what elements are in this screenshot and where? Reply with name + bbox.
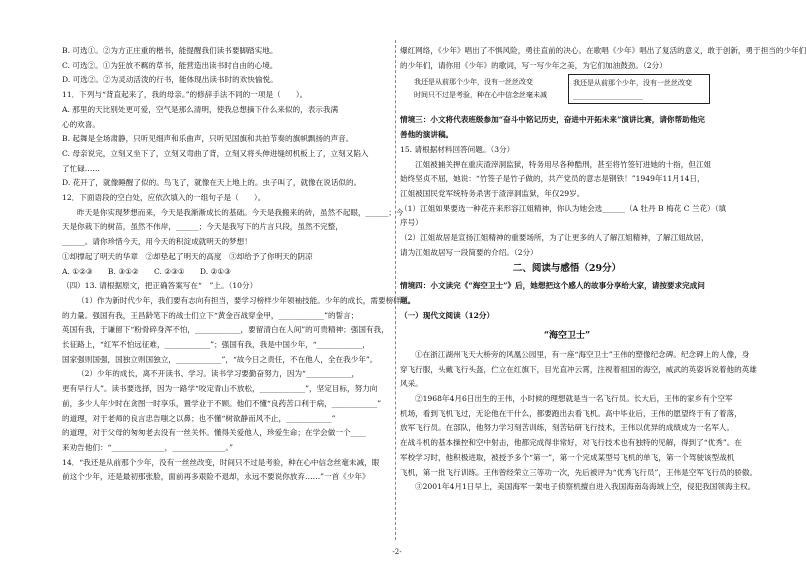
- text-line: D. 花开了，就像睡醒了似的。鸟飞了，就像在天上地上的。虫子叫了，就像在说话似的。: [62, 178, 362, 188]
- text-line: 天是你栽下的树苗，虽然不伟岸，______；今天是我写下的片言只段，虽然不完整，: [62, 222, 343, 232]
- lyric-line: 时间只不过是考验，种在心中信念丝毫未减: [414, 91, 547, 100]
- text-line: 的道理，对于老师的良言忠告嗤之以鼻；也不懂“树欲静而风不止，____________”: [62, 413, 336, 423]
- text-line: 江姐被国民党军统特务杀害于渣滓洞监狱，年仅29岁。: [400, 188, 585, 198]
- text-line: A. 那里的天比别处更可爱，空气是那么清明，使我总想摘下什么来似的，表示我满: [62, 104, 339, 114]
- text-line: C. 可选②。①为狂放不羁的草书，能营造出读书时自由的心境。: [62, 60, 278, 70]
- page-number: -2-: [392, 548, 402, 556]
- text-line: （1）作为新时代少年，我们要有志向有担当，要学习榜样少年领袖技能。少年的成长，需要榜样: [77, 295, 401, 305]
- text-line: 的少年们，请你用《少年》的歌词，写一写少年之美，为它们加油鼓劲。（2分）: [400, 60, 667, 70]
- text-line: （2）江姐故居是宣扬江姐精神的重要场所，为了让更多的人了解江姐精神，了解江姐故居，: [400, 233, 709, 243]
- subsection-title: （一）现代文阅读（12分）: [400, 310, 495, 320]
- question-13: （四）13. 请根据原文，把正确答案写在“ ”上。（10分）: [62, 281, 258, 291]
- scenario-four-heading: 情境四：小文读完《“海空卫士”》后，她想把这个感人的故事分享给大家，请按要求完成问: [400, 281, 705, 291]
- text-line: （2）少年的成长，离不开读书、学习。读书学习要勤奋努力，因为“____________，: [77, 369, 360, 379]
- text-line: 的力量。强国有我，王昌龄笔下的战士们立下“黄金百战穿金甲，____________”的誓言；: [62, 310, 359, 320]
- example-lyrics-box: [410, 74, 560, 104]
- text-line: 序号）: [400, 218, 423, 228]
- text-line: ①却撑起了明天的华章 ②却垫起了明天的高度 ③却给予了你明天的阴凉: [62, 251, 313, 261]
- text-line: 题。: [400, 295, 416, 305]
- article-line: ②1968年4月6日出生的王伟，小时候的理想就是当一名飞行员。长大后，王伟的家乡有个空军: [415, 394, 733, 404]
- article-line: ③2001年4月1日早上，美国海军一架电子侦察机擅自进入我国海南岛海域上空，侵犯我国领海主权。: [415, 482, 756, 492]
- column-divider: [395, 40, 396, 540]
- text-line: 了忙碌……: [62, 163, 100, 173]
- lyric-line: 我还是从前那个少年，没有一丝丝改变: [414, 78, 533, 87]
- text-line: 始终坚贞不屈，她说：“竹签子是竹子做的，共产党员的意志是钢铁！”1949年11月14日，: [400, 174, 705, 184]
- text-line: 请为江姐故居写一段简要的介绍。（2分）: [400, 247, 538, 257]
- right-column: [400, 44, 806, 495]
- text-line: B. 可选①。②为方正庄重的楷书，能提醒我们读书要脚踏实地。: [62, 46, 278, 55]
- article-title: “海空卫士”: [543, 331, 591, 342]
- text-line: 长征路上，“红军不怕远征难，____________”；强国有我，我是中国少年，“____________，: [62, 340, 370, 350]
- text-line: 善他的演讲稿。: [400, 130, 454, 140]
- article-line: 机场，看到飞机飞过，无论他在干什么，都要跑出去看飞机。高中毕业后，王伟的愿望终于有了着落，: [400, 408, 742, 418]
- text-line: 英国有我，于谦留下“粉骨碎身浑不怕，____________，要留清白在人间”的可贵精神；强国有我，: [62, 325, 389, 335]
- text-line: 昨天是你实现梦想而来，今天是我渐渐成长的基础。今天是我搬来的砖，虽然不起眼，______；今: [77, 207, 404, 217]
- left-column: [62, 44, 404, 485]
- text-line: （1）江姐如果要选一种花卉来形容江姐精神，你认为她会选______（A 牡丹 B 梅花 C 兰花）（填: [400, 203, 727, 213]
- article-line: 穿飞行服，头戴飞行头盔，伫立在红旗下，目光直冲云霄，注视着祖国的海空，威武的英姿诉说着他的英雄: [400, 364, 757, 374]
- scenario-three-heading: 情境三：小文将代表班级参加“奋斗中铭记历史，奋进中开拓未来”演讲比赛，请你帮助他完: [400, 115, 705, 125]
- question-14: 14．“我还是从前那个少年，没有一丝丝改变，时间只不过是考验，种在心中信念丝毫未减，眼: [62, 457, 380, 467]
- question-11: 11．下列与“背直起来了，我的母亲。”的修辞手法不同的一项是（ ）。: [62, 90, 308, 100]
- text-line: A. ①②③ B. ③①② C. ②③① D. ②①③: [62, 266, 231, 276]
- text-line: 爆红网络，《少年》唱出了不惧风险，勇往直前的决心。在歌唱《少年》唱出了复活的意义，敢于创新，勇于担当的少年们: [400, 46, 806, 55]
- article-line: 在战斗机的基本操控和空中射击，他都完成得非常好，对飞行技术也有独特的见解，得到了“优秀”。在: [400, 438, 742, 448]
- section-title: 二、阅读与感悟（29分）: [512, 263, 622, 275]
- question-15: 15. 请根据材料回答问题。（3分）: [400, 144, 515, 154]
- text-line: 更有早行人”。读书要选择，因为一路学“咬定青山不放松，____________”，坚定目标，努力向: [62, 384, 378, 394]
- text-line: 来劝告他们：“______________，______________。”: [62, 442, 234, 452]
- text-line: D. 可选②。②为灵动活泼的行书，能体现出读书时的欢快愉悦。: [62, 75, 278, 85]
- lyrics-boxes: [400, 74, 734, 110]
- text-line: 的道理，对于父母的匆匆老去没有一丝关怀。懂得关爱他人，珍爱生命；在学会做一个____: [62, 428, 366, 438]
- text-line: 心的欢喜。: [62, 119, 100, 129]
- text-line: C. 母亲说完，立刻又坐下了，立刻又弯曲了背，立刻又将头伸进缝纫机板上了，立刻又陷入: [62, 148, 369, 158]
- article-line: ①在浙江湖州飞天大桥旁的风凰公园里，有一座“海空卫士”王伟的塑像纪念碑。纪念碑上的人像，身: [415, 349, 750, 359]
- article-line: 飞机，第一批飞行训练。王伟曾经荣立三等功一次，先后被评为“优秀飞行员”，王伟是空军飞行员的骄傲。: [400, 467, 758, 477]
- lyric-line: 我还是从前那个少年，没有一丝丝改变: [573, 79, 692, 88]
- text-line: B. 起舞是全场肃静，只听见细声和乐曲声，只听见国旗和共拍节奏的旗帜飘扬的声音。: [62, 134, 354, 144]
- article-line: 放军飞行员。在部队，他努力学习刻苦训练，刻苦钻研飞行技术，王伟以优异的成绩成为一名军人。: [400, 423, 735, 433]
- text-line: ______。请你珍惜今天，用今天的积淀成就明天的梦想！: [62, 237, 252, 247]
- text-line: 前，多少人年少时在贪图一时享乐，置学业于不顾。他们不懂“良药苦口利于病，____________”: [62, 398, 382, 408]
- answer-lyrics-box[interactable]: [568, 74, 710, 104]
- text-line: 江姐被捕关押在重庆渣滓洞监狱，特务用尽各种酷刑，甚至将竹签钉进她的十指，但江姐: [415, 159, 712, 169]
- answer-blank[interactable]: ____________________: [573, 92, 643, 101]
- question-12: 12．下面语段的空白处，应依次填入的一组句子是（ ）。: [62, 193, 266, 203]
- text-line: 前这个少年，还是最初那张脸，面前再多艰险不退却，永远不要说你放弃……”一首《少年》: [62, 472, 370, 482]
- article-line: 军校学习时，他积极进取，被授予多个“第一”，第一个完成某型号飞机的单飞，第一个驾驶该型战机: [400, 452, 735, 462]
- article-line: 风采。: [400, 379, 423, 389]
- text-line: 国家强则国强，国独立则国独立，____________”，“故今日之责任，不在他人，全在我少年”。: [62, 354, 378, 364]
